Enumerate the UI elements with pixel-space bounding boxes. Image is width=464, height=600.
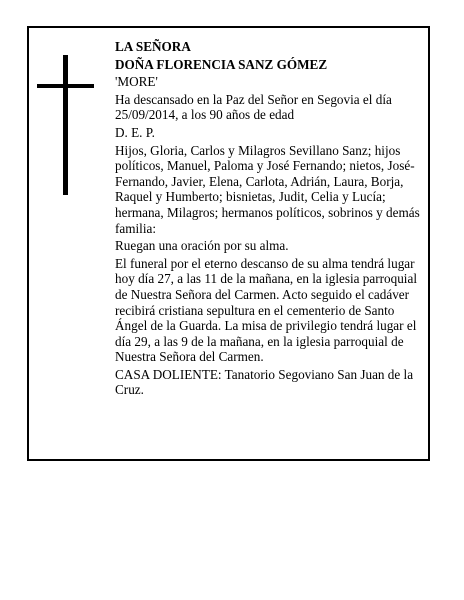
title-line-1: LA SEÑORA: [115, 39, 191, 54]
cross-horizontal-bar: [37, 84, 94, 88]
funeral-details: El funeral por el eterno descanso de su alma tendrá lugar hoy día 27, a las 11 de la mañana, en la iglesia parroquial de Nuestra Señora del Carmen. Acto seguido el cadáver recibirá cristiana sepultura en el cementerio de Santo Ángel de la Guarda. La misa de privilegio tendrá lugar el día 29, a las 9 de la mañana, en la iglesia parroquial de Nuestra Señora del Carmen.: [115, 255, 417, 365]
rip-line: D. E. P.: [115, 124, 155, 140]
obituary-text: [115, 39, 423, 400]
nickname: 'MORE': [115, 74, 158, 90]
deceased-name: DOÑA FLORENCIA SANZ GÓMEZ: [115, 56, 328, 72]
family-list: Hijos, Gloria, Carlos y Milagros Sevillano Sanz; hijos políticos, Manuel, Paloma y José Fernando; nietos, José-Fernando, Javier, Elena, Carlota, Adrián, Laura, Borja, Raquel y Humberto; bisnietas, Judit, Celia y Lucía; hermana, Milagros; hermanos políticos, sobrinos y demás familia:: [115, 142, 420, 236]
casa-doliente: CASA DOLIENTE: Tanatorio Segoviano San Juan de la Cruz.: [115, 366, 414, 398]
cross-vertical-bar: [63, 55, 68, 195]
death-announcement: Ha descansado en la Paz del Señor en Segovia el día 25/09/2014, a los 90 años de edad: [115, 91, 392, 123]
prayer-request: Ruegan una oración por su alma.: [115, 238, 289, 254]
